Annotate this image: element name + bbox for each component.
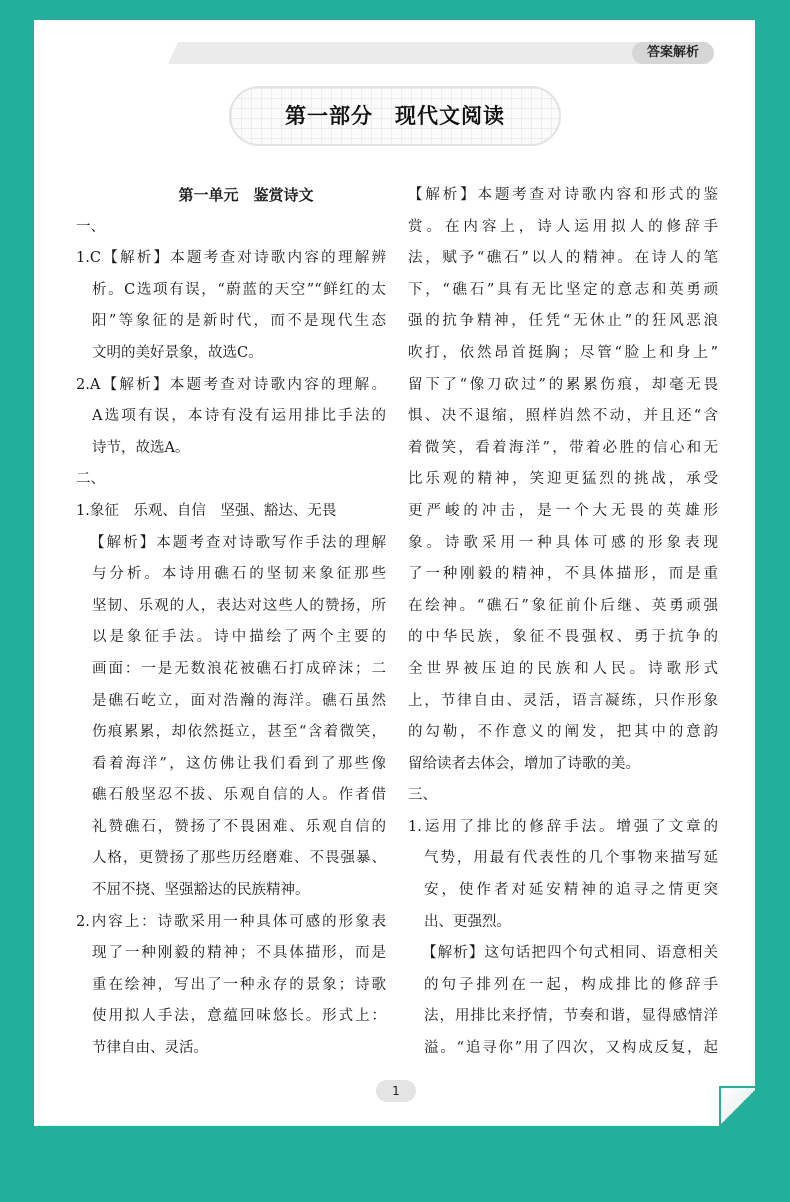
text-line: 人格，更赞扬了那些历经磨难、不畏强暴、 [92,850,386,867]
text-line: 比乐观的精神，笑迎更猛烈的挑战，承受 [408,471,718,488]
page-curl-corner [719,1086,755,1126]
text-line: 的句子排列在一起，构成排比的修辞手 [424,976,718,993]
text-line: 法，用排比来抒情，节奏和谐，显得感情洋 [424,1008,718,1025]
text-line: 留下了“像刀砍过”的累累伤痕，却毫无畏 [408,376,718,393]
text-line: 1.C【解析】本题考查对诗歌内容的理解辨 [76,250,386,267]
text-line: 以是象征手法。诗中描绘了两个主要的 [92,629,386,646]
answer-analysis-tag: 答案解析 [632,42,714,64]
text-line: 下，“礁石”具有无比坚定的意志和英勇顽 [408,281,718,298]
text-line: 看着海洋”，这仿佛让我们看到了那些像 [92,755,386,772]
text-line: 溢。“追寻你”用了四次，又构成反复，起 [424,1040,718,1057]
text-line: 诗节，故选A。 [92,439,190,456]
text-line: 坚韧、乐观的人，表达对这些人的赞扬，所 [92,597,386,614]
text-line: 象。诗歌采用一种具体可感的形象表现 [408,534,718,551]
text-line: 赏。在内容上，诗人运用拟人的修辞手 [408,218,718,235]
text-line: 出、更强烈。 [424,913,511,930]
text-line: 与分析。本诗用礁石的坚韧来象征那些 [92,566,386,583]
text-line: 上，节律自由、灵活，语言凝练，只作形象 [408,692,718,709]
text-line: 留给读者去体会，增加了诗歌的美。 [408,755,640,772]
text-line: 二、 [76,471,105,488]
text-line: 2.A【解析】本题考查对诗歌内容的理解。 [76,376,386,393]
text-line: 2.内容上：诗歌采用一种具体可感的形象表 [76,913,386,930]
text-line: 使用拟人手法，意蕴回味悠长。形式上： [92,1008,386,1025]
text-line: 强的抗争精神，任凭“无休止”的狂风恶浪 [408,313,718,330]
text-line: 节律自由、灵活。 [92,1040,208,1057]
unit-heading: 第一单元 鉴赏诗文 [178,186,314,204]
text-line: 安，使作者对延安精神的追寻之情更突 [424,882,718,899]
text-line: 1.运用了排比的修辞手法。增强了文章的 [408,818,718,835]
text-line: 伤痕累累，却依然挺立，甚至“含着微笑， [92,724,386,741]
text-line: 的勾勒，不作意义的阐发，把其中的意韵 [408,724,718,741]
header-bar [168,42,708,64]
text-line: 一、 [76,218,105,235]
text-line: 析。C选项有误，“蔚蓝的天空”“鲜红的太 [92,281,386,298]
right-column [408,180,718,1065]
text-line: 不屈不挠、坚强豁达的民族精神。 [92,882,310,899]
text-line: 着微笑，看着海洋”，带着必胜的信心和无 [408,439,718,456]
section-title: 第一部分 现代文阅读 [229,86,561,146]
text-line: 现了一种刚毅的精神；不具体描形，而是 [92,945,386,962]
text-line: 重在绘神，写出了一种永存的景象；诗歌 [92,976,386,993]
page-number: 1 [376,1080,416,1102]
text-line: 画面：一是无数浪花被礁石打成碎沫；二 [92,660,386,677]
text-line: 礁石般坚忍不拔、乐观自信的人。作者借 [92,787,386,804]
text-line: 阳”等象征的是新时代，而不是现代生态 [92,313,386,330]
text-line: 全世界被压迫的民族和人民。诗歌形式 [408,660,718,677]
text-line: 更严峻的冲击，是一个大无畏的英雄形 [408,502,718,519]
text-line: A选项有误，本诗有没有运用排比手法的 [92,408,386,425]
text-line: 气势，用最有代表性的几个事物来描写延 [424,850,718,867]
text-line: 【解析】本题考查对诗歌写作手法的理解 [90,534,386,551]
text-line: 惧、决不退缩，照样岿然不动，并且还“含 [408,408,718,425]
text-line: 的中华民族，象征不畏强权、勇于抗争的 [408,629,718,646]
text-line: 【解析】这句话把四个句式相同、语意相关 [422,945,718,962]
text-line: 了一种刚毅的精神，不具体描形，而是重 [408,566,718,583]
text-line: 1.象征 乐观、自信 坚强、豁达、无畏 [76,502,337,519]
text-line: 文明的美好景象，故选C。 [92,344,263,361]
text-line: 礼赞礁石，赞扬了不畏困难、乐观自信的 [92,818,386,835]
text-line: 三、 [408,787,437,804]
text-line: 在绘神。“礁石”象征前仆后继、英勇顽强 [408,597,718,614]
left-column [76,180,386,1065]
text-line: 【解析】本题考查对诗歌内容和形式的鉴 [408,187,718,203]
text-line: 法，赋予“礁石”以人的精神。在诗人的笔 [408,250,718,267]
text-line: 吹打，依然昂首挺胸；尽管“脸上和身上” [408,344,718,361]
text-line: 是礁石屹立，面对浩瀚的海洋。礁石虽然 [92,692,386,709]
